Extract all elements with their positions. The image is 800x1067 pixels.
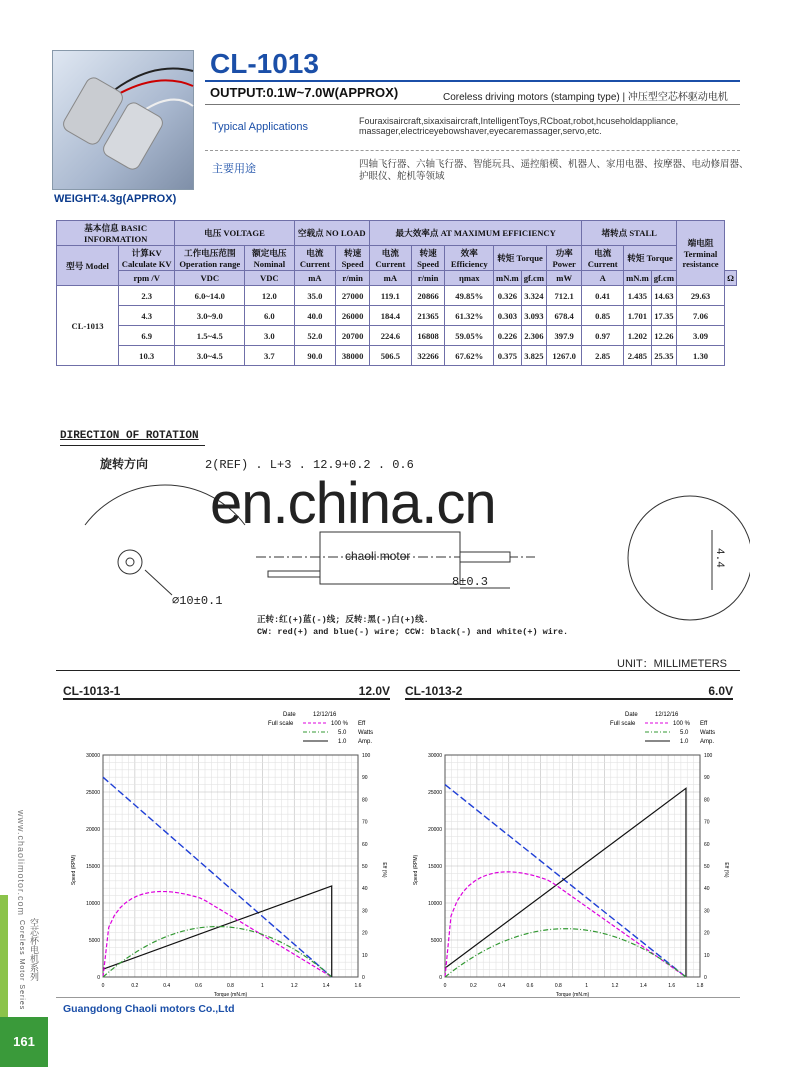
chart1-voltage: 12.0V [358,684,390,698]
y2-tick-label: 70 [704,819,710,826]
table-cell: 7.06 [677,306,725,326]
speed-line [103,777,332,977]
legend-fullscale: Full scale [610,721,636,727]
th-unit: r/min [336,271,370,286]
y-tick-label: 30000 [428,753,442,759]
table-cell: 1.435 [624,286,652,306]
table-cell: 10.3 [119,346,175,366]
table-row [57,346,737,366]
shaft [460,552,510,562]
x-tick-label: 1.4 [322,983,330,989]
table-cell: 1267.0 [547,346,582,366]
table-cell: 3.7 [245,346,294,366]
table-cell: 0.41 [582,286,624,306]
th-model: 型号 Model [57,246,119,286]
x-tick-label: 1 [260,983,264,989]
table-cell: 67.62% [445,346,494,366]
th-nl-current: 电流 Current [294,246,336,271]
table-cell: 6.0 [245,306,294,326]
table-cell: 29.63 [677,286,725,306]
divider [205,150,740,151]
y2-tick-label: 30 [704,908,710,915]
len-dim: 8±0.3 [452,575,489,589]
table-cell: 1.202 [624,326,652,346]
y-tick-label: 20000 [428,827,442,833]
unit-rule [56,670,740,671]
legend-eff-scale: 100 % [673,721,691,727]
legend-date-label: Date [625,712,638,718]
table-cell: 38000 [336,346,370,366]
table-cell: 3.0~9.0 [175,306,245,326]
title-rule [205,80,740,82]
th-unit: ηmax [445,271,494,286]
th-unit: gf.cm [521,271,546,286]
y-tick-label: 15000 [86,864,100,870]
footer-rule [56,997,740,998]
legend-eff-name: Eff [700,721,708,727]
th-stall: 堵转点 STALL [582,221,677,246]
table-cell: 0.375 [494,346,522,366]
table-cell: 2.3 [119,286,175,306]
table-cell: 90.0 [294,346,336,366]
th-unit: mW [547,271,582,286]
legend-date: 12/12/16 [655,712,679,718]
x-tick-label: 1 [585,983,589,989]
table-cell: 1.5~4.5 [175,326,245,346]
th-unit: gf.cm [651,271,676,286]
y2-tick-label: 30 [362,908,368,915]
legend-date: 12/12/16 [313,712,337,718]
model-cell: CL-1013 [57,286,119,366]
th-resistance: 端电阻 Terminal resistance [677,221,725,286]
x-tick-label: 0 [443,983,447,989]
th-me-current: 电流 Current [370,246,412,271]
rear-view [628,496,750,620]
y2-tick-label: 40 [362,886,368,893]
x-tick-label: 0.6 [195,983,203,989]
side-website: www.chaolimotor.com [16,810,26,917]
y-tick-label: 10000 [428,901,442,907]
th-oprange: 工作电压范围 Operation range [175,246,245,271]
th-me-torque: 转矩 Torque [494,246,547,271]
table-cell: 678.4 [547,306,582,326]
table-cell: 1.701 [624,306,652,326]
th-unit: VDC [245,271,294,286]
x-tick-label: 1.2 [611,983,619,989]
table-cell: 20866 [411,286,445,306]
cn-apps-text: 四轴飞行器、六轴飞行器、智能玩具、遥控船模、机器人、家用电器、按摩器、电动修眉器、护眼仪、舵机等领域 [359,159,749,182]
th-voltage: 电压 VOLTAGE [175,221,294,246]
cn-apps-label: 主要用途 [212,163,256,175]
table-cell: 0.326 [494,286,522,306]
y-tick-label: 25000 [428,790,442,796]
table-cell: 0.226 [494,326,522,346]
y-tick-label: 5000 [88,938,100,944]
th-nominal: 额定电压 Nominal [245,246,294,271]
table-cell: 0.97 [582,326,624,346]
wire [268,571,320,577]
table-cell: 3.324 [521,286,546,306]
table-cell: 49.85% [445,286,494,306]
shaft-core [126,558,134,566]
footer-company: Guangdong Chaoli motors Co.,Ltd [63,1003,235,1015]
table-cell: 2.306 [521,326,546,346]
legend-watts-name: Watts [358,730,374,736]
x-tick-label: 0.8 [227,983,234,989]
spec-table [56,220,737,366]
table-cell: 21365 [411,306,445,326]
legend-amp-scale: 1.0 [338,739,347,745]
chart2-header [405,684,733,700]
table-cell: 17.35 [651,306,676,326]
unit-label: UNIT：MILLIMETERS [617,658,728,670]
wiring-note-cn: 正转:红(+)蓝(-)线; 反转:黑(-)白(+)线. [257,615,429,625]
th-unit: r/min [411,271,445,286]
x-tick-label: 0.4 [498,983,506,989]
th-nl-speed: 转速 Speed [336,246,370,271]
shaft-circle [118,550,142,574]
th-unit: mN.m [494,271,522,286]
table-cell: 506.5 [370,346,412,366]
y2-tick-label: 50 [362,864,368,870]
table-cell: 12.26 [651,326,676,346]
th-unit: A [582,271,624,286]
typical-apps-text: Fouraxisaircraft,sixaxisaircraft,IntelligentToys,RCboat,robot,hcuseholdappliance, massager,electriceyebowshaver,eyecaremassager,servo,etc. [359,116,679,136]
th-unit: Ω [725,271,737,286]
table-cell: 712.1 [547,286,582,306]
th-me-eff: 效率 Efficiency [445,246,494,271]
y2-tick-label: 0 [704,975,707,981]
th-unit: VDC [175,271,245,286]
y2-tick-label: 60 [362,841,368,848]
x-tick-label: 0.2 [469,983,477,989]
y2-tick-label: 60 [704,841,710,848]
table-cell: 1.30 [677,346,725,366]
table-cell: 224.6 [370,326,412,346]
table-cell: 4.3 [119,306,175,326]
table-cell: 40.0 [294,306,336,326]
chart2-title: CL-1013-2 [405,684,463,698]
chart2-voltage: 6.0V [708,684,733,698]
y2-tick-label: 40 [704,886,710,893]
table-cell: 61.32% [445,306,494,326]
table-row [57,306,737,326]
legend-amp-name: Amp. [700,739,715,745]
subtitle-rule [205,104,740,105]
x-tick-label: 1.2 [290,983,298,989]
y2-tick-label: 90 [362,775,368,782]
th-me-power: 功率 Power [547,246,582,271]
table-cell: 35.0 [294,286,336,306]
th-unit: mA [370,271,412,286]
th-maxeff: 最大效率点 AT MAXIMUM EFFICIENCY [370,221,582,246]
table-cell: 3.0~4.5 [175,346,245,366]
legend-eff-name: Eff [358,721,366,727]
x-axis-label: Torque (mN.m) [213,992,248,998]
table-cell: 397.9 [547,326,582,346]
rotation-rule [60,445,205,446]
legend-eff-scale: 100 % [331,721,349,727]
y-tick-label: 15000 [428,864,442,870]
watermark: en.china.cn [210,471,496,536]
table-cell: 0.85 [582,306,624,326]
table-cell: 184.4 [370,306,412,326]
table-cell: 14.63 [651,286,676,306]
y-tick-label: 0 [439,975,442,981]
th-noload: 空载点 NO LOAD [294,221,369,246]
legend-watts-name: Watts [700,730,716,736]
y-axis-label: Speed (RPM) [413,854,419,886]
rotation-cn-title: 旋转方向 [100,457,149,471]
legend-watts-scale: 5.0 [338,730,347,736]
dia-dim-value: 10±0.1 [179,594,223,608]
y2-axis-label: Eff (%) [723,862,729,878]
table-cell: 2.85 [582,346,624,366]
weight-label: WEIGHT:4.3g(APPROX) [54,193,177,205]
legend-date-label: Date [283,712,296,718]
current-line [103,886,332,977]
typical-apps-label: Typical Applications [212,121,308,133]
th-me-speed: 转速 Speed [411,246,445,271]
x-tick-label: 0 [101,983,105,989]
legend-watts-scale: 5.0 [680,730,689,736]
y2-tick-label: 100 [362,753,371,759]
x-tick-label: 0.8 [554,983,562,989]
y2-tick-label: 0 [362,975,365,981]
dia-dim: ⌀10±0.1 [172,594,223,608]
table-cell: 6.9 [119,326,175,346]
y2-tick-label: 10 [704,952,710,959]
efficiency-curve [445,872,686,977]
y2-tick-label: 80 [704,797,710,804]
side-series-cn: 空芯杯电机系列 [29,918,39,981]
wiring-note-en: CW: red(+) and blue(-) wire; CCW: black(-) and white(+) wire. [257,627,569,637]
y2-tick-label: 20 [704,930,710,937]
table-cell: 52.0 [294,326,336,346]
table-cell: 119.1 [370,286,412,306]
chart1-header [63,684,390,700]
table-cell: 3.825 [521,346,546,366]
side-dim: 4.4 [713,548,725,568]
th-st-current: 电流 Current [582,246,624,271]
chart2-plot [405,705,735,1000]
x-tick-label: 0.4 [163,983,171,989]
th-unit: mA [294,271,336,286]
y2-tick-label: 10 [362,952,368,959]
table-cell: 3.09 [677,326,725,346]
x-axis-label: Torque (mN.m) [555,992,590,998]
table-row [57,286,737,306]
table-cell: 0.303 [494,306,522,326]
table-row [57,326,737,346]
legend-amp-name: Amp. [358,739,373,745]
legend-amp-scale: 1.0 [680,739,689,745]
table-cell: 12.0 [245,286,294,306]
table-cell: 3.0 [245,326,294,346]
y-tick-label: 25000 [86,790,100,796]
table-cell: 59.05% [445,326,494,346]
legend-fullscale: Full scale [268,721,294,727]
x-tick-label: 1.6 [668,983,676,989]
th-st-torque: 转矩 Torque [624,246,677,271]
efficiency-curve [103,892,332,977]
y2-axis-label: Eff (%) [381,862,387,878]
table-cell: 26000 [336,306,370,326]
y2-tick-label: 70 [362,819,368,826]
side-green-bar [0,895,8,1017]
x-tick-label: 0.6 [526,983,534,989]
y2-tick-label: 80 [362,797,368,804]
y2-tick-label: 100 [704,753,713,759]
table-cell: 16808 [411,326,445,346]
table-cell: 20700 [336,326,370,346]
product-subtitle: Coreless driving motors (stamping type) | 冲压型空芯杯驱动电机 [443,92,728,103]
dia-leader [145,570,172,595]
th-kv: 计算KV Calculate KV [119,246,175,271]
th-basic: 基本信息 BASIC INFORMATION [57,221,175,246]
page-number: 161 [0,1017,48,1067]
x-tick-label: 1.4 [639,983,647,989]
y2-tick-label: 20 [362,930,368,937]
table-cell: 2.485 [624,346,652,366]
y2-tick-label: 90 [704,775,710,782]
y-tick-label: 0 [97,975,100,981]
x-tick-label: 1.8 [696,983,704,989]
dimension-row: 2(REF) . L+3 . 12.9+0.2 . 0.6 [205,458,414,472]
motor-photo-graphic [53,51,195,191]
y-axis-label: Speed (RPM) [71,854,77,886]
side-series-en: Coreless Motor Series [18,920,25,1011]
table-cell: 6.0~14.0 [175,286,245,306]
rotation-title: DIRECTION OF ROTATION [60,430,199,442]
y-tick-label: 5000 [430,938,442,944]
table-cell: 3.093 [521,306,546,326]
th-unit: rpm /V [119,271,175,286]
y-tick-label: 10000 [86,901,100,907]
table-cell: 32266 [411,346,445,366]
chart1-plot [63,705,393,1000]
model-title: CL-1013 [210,48,319,79]
y-tick-label: 20000 [86,827,100,833]
x-tick-label: 0.2 [131,983,139,989]
motor-body-label: chaoli motor [345,549,411,563]
chart1-title: CL-1013-1 [63,684,121,698]
product-photo [52,50,194,190]
th-unit: mN.m [624,271,652,286]
x-tick-label: 1.6 [354,983,362,989]
y-tick-label: 30000 [86,753,100,759]
table-cell: 25.35 [651,346,676,366]
table-cell: 27000 [336,286,370,306]
output-label: OUTPUT:0.1W~7.0W(APPROX) [210,85,399,100]
y2-tick-label: 50 [704,864,710,870]
